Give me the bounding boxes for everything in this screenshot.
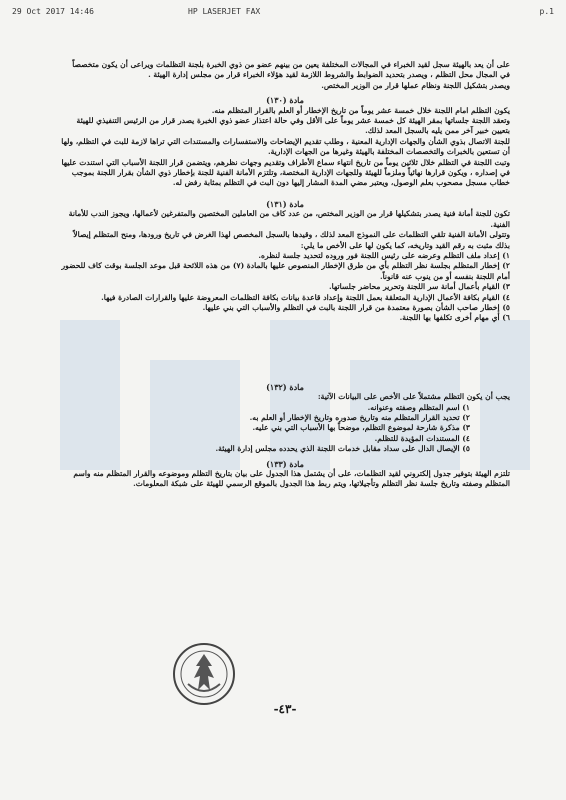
list-item: ٤) القيام بكافة الأعمال الإدارية المتعلقة بعمل اللجنة وإعداد قاعدة بيانات بكافة التظلمات المعروضة عليها والقرارات الصادرة فيها. — [101, 292, 510, 302]
article-paragraph: وتعقد اللجنة جلساتها بمقر الهيئة كل خمسة عشر يوماً على الأقل وفي حالة اعتذار عضو ذوي الخبرة يصدر قرار من الرئيس التنفيذي للهيئة بتعيين خبير آخر ممن يليه بالسجل المعد لذلك. — [76, 116, 510, 136]
article-130 — [60, 95, 510, 189]
article-paragraph: وتبت اللجنة في التظلم خلال ثلاثين يوماً من تاريخ انتهاء سماع الأطراف وتقديم وجهات نظرهم، ويتضمن قرار اللجنة الأسباب التي استندت عليها في إصداره ، ويكون قرارها نهائياً وملزماً للهيئة وللجهات الإدارية المختصة، وتلتزم الأمانة الفنية للجنة بإخطار ذوي الشأن بقرار اللجنة بموجب خطاب مسجل مصحوب بعلم الوصول، ويعتبر مضي المدة المشار إليها دون البت في التظلم بمثابة رفض له. — [61, 157, 510, 188]
list-item: ١) اسم المتظلم وصفته وعنوانه. — [367, 402, 470, 412]
article-paragraph: يكون التظلم امام اللجنة خلال خمسة عشر يوماً من تاريخ الإخطار أو العلم بالقرار المتظلم منه. — [211, 105, 510, 115]
intro-section — [60, 60, 510, 91]
official-seal-icon — [168, 640, 240, 708]
fax-device: HP LASERJET FAX — [188, 7, 261, 16]
list-item: ٣) القيام بأعمال أمانة سر اللجنة وتحرير محاضر جلساتها. — [329, 282, 510, 292]
list-item: ١) إعداد ملف التظلم وعرضه على رئيس اللجنة فور وروده لتحديد جلسة لنظره. — [258, 250, 510, 260]
fax-timestamp: 29 Oct 2017 14:46 — [12, 7, 94, 16]
article-131 — [60, 199, 510, 324]
article-paragraph: للجنة الاتصال بذوي الشأن والجهات الإدارية المعنية ، وطلب تقديم الإيضاحات والاستفسارات والمستندات التي تراها لازمة للبت في التظلم، ولها أن تستعين بالخبرات والتخصصات المختلفة بالهيئة وغيرها من الجهات الإدارية. — [61, 136, 510, 157]
article-paragraph: تكون للجنة أمانة فنية يصدر بتشكيلها قرار من الوزير المختص، من عدد كاف من العاملين المختصين والمتفرغين لأعمالها، ويجوز الندب للأمانة الفنية. — [68, 209, 510, 229]
intro-paragraph: على أن يعد بالهيئة سجل لقيد الخبراء في المجالات المختلفة يعين من بينهم عضو من ذوي الخبرة بلجنة التظلمات ويراعى أن يكون متخصصاً في المجال محل التظلم ، ويصدر بتحديد الضوابط والشروط اللازمة لقيد هؤلاء الخبراء قرار من مجلس إدارة الهيئة . — [72, 60, 510, 80]
article-132 — [60, 382, 510, 455]
document-page — [60, 40, 510, 770]
list-item: ٥) إخطار صاحب الشأن بصورة معتمدة من قرار اللجنة بالبت في التظلم والأسباب التي بني عليها. — [202, 302, 510, 312]
article-title: مادة (١٣٢) — [266, 381, 304, 392]
list-item: ٦) أي مهام أخرى تكلفها بها اللجنة. — [399, 313, 510, 323]
article-title: مادة (١٣١) — [266, 198, 304, 209]
list-item: ٢) إخطار المتظلم بجلسة نظر التظلم بأي من طرق الإخطار المنصوص عليها بالمادة (٧) من هذه اللائحة قبل موعد الجلسة بوقت كاف للحضور أمام اللجنة بنفسه أو من ينوب عنه قانوناً. — [61, 261, 510, 281]
list-item: ٤) المستندات المؤيدة للتظلم. — [374, 433, 470, 443]
list-item: ٣) مذكرة شارحة لموضوع التظلم، موضحاً بها الأسباب التي بني عليه. — [252, 423, 470, 433]
list-item: ٥) الإيصال الدال على سداد مقابل خدمات اللجنة الذي يحدده مجلس إدارة الهيئة. — [215, 444, 470, 454]
article-paragraph: يجب أن يكون التظلم مشتملاً على الأخص على البيانات الآتية: — [317, 392, 510, 402]
article-paragraph: وتتولى الأمانة الفنية تلقي التظلمات على النموذج المعد لذلك ، وقيدها بالسجل المخصص لهذا الغرض في تاريخ ورودها، ومنح المتظلم إيصالاً بذلك مثبت به رقم القيد وتاريخه، كما يكون لها على الأخص ما يلي: — [73, 230, 510, 250]
fax-header — [12, 7, 554, 19]
article-list — [60, 251, 510, 324]
article-list — [60, 403, 510, 455]
fax-page: p.1 — [539, 7, 554, 16]
article-title: مادة (١٣٠) — [266, 95, 304, 106]
list-item: ٢) تحديد القرار المتظلم منه وتاريخ صدوره وتاريخ الإخطار أو العلم به. — [249, 412, 470, 422]
article-paragraph: تلتزم الهيئة بتوفير جدول إلكتروني لقيد التظلمات، على أن يشتمل هذا الجدول على بيان بتاريخ التظلم وموضوعه والقرار المتظلم منه واسم المتظلم وصفته وتاريخ جلسة نظر التظلم وتأجيلاتها، ويتم ربط هذا الجدول بالموقع الرسمي للهيئة على شبكة المعلومات. — [73, 469, 510, 489]
article-title: مادة (١٣٣) — [266, 458, 304, 469]
intro-paragraph: ويصدر بتشكيل اللجنة ونظام عملها قرار من الوزير المختص. — [321, 80, 510, 90]
page-number: -٤٣- — [273, 702, 297, 716]
article-133 — [60, 459, 510, 490]
